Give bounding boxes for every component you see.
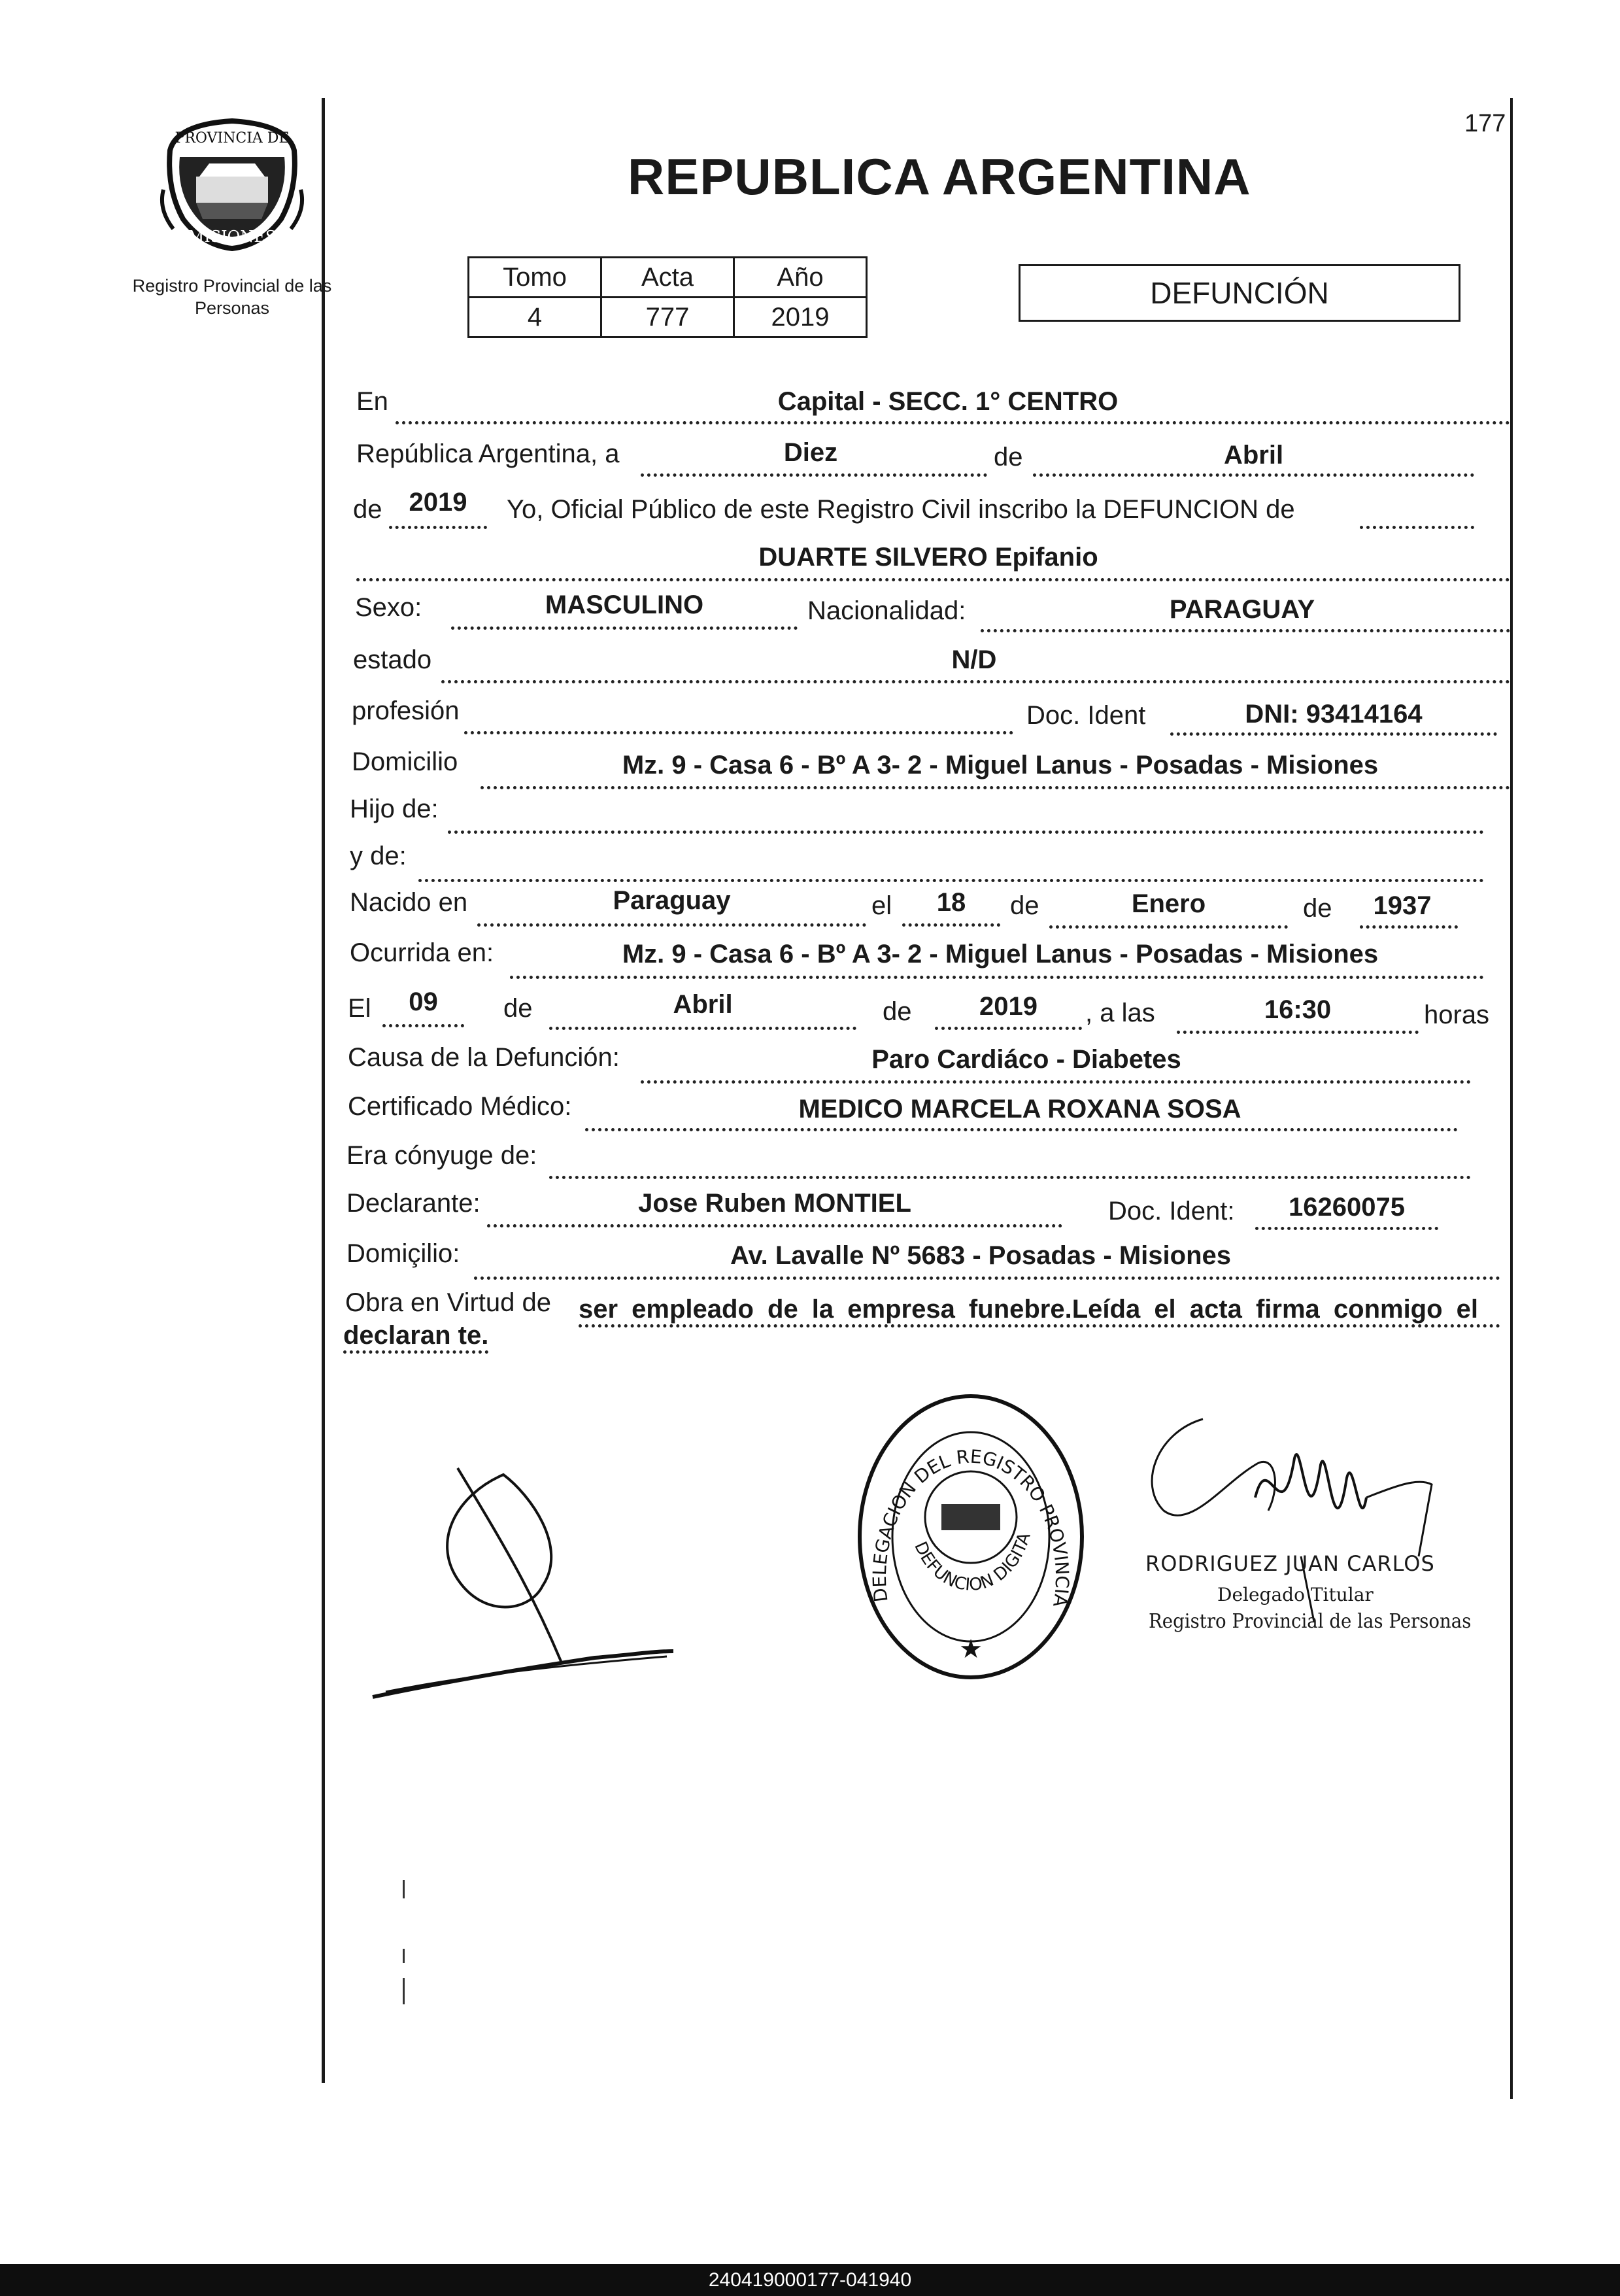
profesion-line bbox=[464, 731, 1013, 734]
causa-line bbox=[641, 1080, 1471, 1084]
oficial-line bbox=[1360, 526, 1474, 529]
acta-value: 777 bbox=[601, 298, 734, 337]
anio-value: 2019 bbox=[734, 298, 867, 337]
estado-label: estado bbox=[353, 645, 432, 674]
right-margin-rule bbox=[1510, 98, 1513, 2099]
nacionalidad-value: PARAGUAY bbox=[1169, 595, 1315, 624]
de-label: de bbox=[994, 443, 1023, 471]
oficial-text: Yo, Oficial Público de este Registro Civil inscribo la DEFUNCION de bbox=[507, 495, 1295, 524]
obra-value-1: ser empleado de la empresa funebre.Leída el acta firma conmigo el bbox=[579, 1295, 1500, 1328]
doc-ident-line bbox=[1170, 732, 1497, 736]
certificado-label: Certificado Médico: bbox=[348, 1092, 572, 1121]
declarante-doc-line bbox=[1255, 1227, 1438, 1230]
document-title: REPUBLICA ARGENTINA bbox=[628, 148, 1251, 205]
nacionalidad-line bbox=[981, 629, 1510, 632]
death-year: 2019 bbox=[979, 992, 1038, 1021]
signatory-title: Delegado Titular bbox=[1217, 1584, 1374, 1605]
margin-tick-2 bbox=[403, 1949, 405, 1963]
birth-day: 18 bbox=[936, 888, 966, 917]
declarante-signature bbox=[360, 1455, 713, 1710]
birth-month-line bbox=[1049, 925, 1288, 929]
left-margin-rule bbox=[322, 98, 325, 2083]
alas-label: , a las bbox=[1085, 999, 1155, 1027]
death-month-line bbox=[549, 1027, 856, 1030]
year-prefix: de bbox=[353, 495, 382, 524]
logo-top-text: PROVINCIA DE bbox=[175, 130, 290, 146]
El-label: El bbox=[348, 994, 371, 1023]
day-value: Diez bbox=[783, 438, 838, 467]
ocurrida-line bbox=[510, 976, 1484, 979]
birth-month: Enero bbox=[1131, 889, 1206, 918]
death-year-line bbox=[935, 1027, 1082, 1030]
domicilio-value: Mz. 9 - Casa 6 - Bº A 3- 2 - Miguel Lanus - Posadas - Misiones bbox=[622, 751, 1379, 780]
yde-line bbox=[418, 879, 1484, 882]
margin-tick-3 bbox=[403, 1978, 405, 2004]
obra-value-2: declaran te. bbox=[343, 1321, 488, 1354]
conyuge-line bbox=[549, 1176, 1471, 1179]
anio-header: Año bbox=[734, 258, 867, 298]
declarante-line bbox=[487, 1224, 1062, 1227]
registry-name: Registro Provincial de las Personas bbox=[132, 276, 332, 318]
name-line bbox=[356, 578, 1510, 581]
sexo-line bbox=[451, 626, 798, 630]
year-value: 2019 bbox=[409, 488, 467, 517]
ocurrida-label: Ocurrida en: bbox=[350, 938, 494, 967]
birth-year: 1937 bbox=[1373, 891, 1432, 920]
signatory-name: RODRIGUEZ JUAN CARLOS bbox=[1145, 1551, 1435, 1576]
profesion-label: profesión bbox=[352, 696, 460, 725]
el-label: el bbox=[871, 891, 892, 920]
doc-ident-label: Doc. Ident bbox=[1026, 701, 1146, 730]
declarante-doc-value: 16260075 bbox=[1289, 1193, 1405, 1222]
domicilio-line bbox=[481, 786, 1510, 789]
birth-year-line bbox=[1360, 925, 1458, 929]
en-value: Capital - SECC. 1° CENTRO bbox=[777, 387, 1119, 416]
death-time-line bbox=[1177, 1031, 1419, 1034]
hijo-label: Hijo de: bbox=[350, 795, 439, 823]
causa-label: Causa de la Defunción: bbox=[348, 1043, 620, 1072]
province-logo bbox=[157, 111, 307, 258]
estado-line bbox=[441, 680, 1510, 683]
obra-label: Obra en Virtud de bbox=[345, 1288, 552, 1317]
conyuge-label: Era cónyuge de: bbox=[346, 1141, 537, 1170]
declarante-label: Declarante: bbox=[346, 1189, 481, 1218]
certificado-value: MEDICO MARCELA ROXANA SOSA bbox=[798, 1095, 1241, 1123]
declarante-value: Jose Ruben MONTIEL bbox=[638, 1189, 911, 1218]
acta-header: Acta bbox=[601, 258, 734, 298]
death-month: Abril bbox=[673, 990, 733, 1019]
margin-tick-1 bbox=[403, 1880, 405, 1898]
stamp-inner-text: DEFUNCION DIGITA bbox=[910, 1530, 1035, 1596]
declarante-doc-label: Doc. Ident: bbox=[1108, 1197, 1235, 1225]
nacido-line bbox=[477, 923, 866, 927]
birth-day-line bbox=[902, 923, 1000, 927]
en-label: En bbox=[356, 387, 388, 416]
birth-de-label-1: de bbox=[1010, 891, 1039, 920]
year-line bbox=[389, 526, 487, 529]
tomo-header: Tomo bbox=[469, 258, 601, 298]
domicilio-label: Domicilio bbox=[352, 747, 458, 776]
dec-domicilio-line bbox=[474, 1277, 1500, 1280]
death-de-label-2: de bbox=[883, 997, 912, 1026]
hijo-line bbox=[448, 831, 1484, 834]
horas-label: horas bbox=[1424, 1001, 1490, 1029]
yde-label: y de: bbox=[350, 842, 407, 870]
ocurrida-value: Mz. 9 - Casa 6 - Bº A 3- 2 - Miguel Lanus - Posadas - Misiones bbox=[622, 940, 1379, 968]
stamp-star-icon: ★ bbox=[959, 1635, 983, 1664]
republica-label: República Argentina, a bbox=[356, 439, 620, 468]
certificado-line bbox=[585, 1128, 1458, 1131]
sexo-value: MASCULINO bbox=[545, 591, 704, 619]
nacionalidad-label: Nacionalidad: bbox=[807, 596, 966, 625]
death-time: 16:30 bbox=[1264, 995, 1332, 1024]
dec-domicilio-label: Domiçilio: bbox=[346, 1239, 460, 1268]
stamp-outer-text: DELEGACION DEL REGISTRO PROVINCIA bbox=[868, 1445, 1073, 1609]
sexo-label: Sexo: bbox=[355, 593, 422, 622]
deceased-name: DUARTE SILVERO Epifanio bbox=[758, 543, 1098, 572]
estado-value: N/D bbox=[951, 645, 997, 674]
register-table bbox=[467, 256, 868, 338]
month-value: Abril bbox=[1223, 441, 1284, 470]
tomo-value: 4 bbox=[469, 298, 601, 337]
death-day: 09 bbox=[409, 987, 438, 1016]
birth-de-label-2: de bbox=[1303, 894, 1332, 923]
causa-value: Paro Cardiáco - Diabetes bbox=[871, 1045, 1181, 1074]
death-de-label-1: de bbox=[503, 994, 533, 1023]
page-number: 177 bbox=[1464, 110, 1506, 137]
record-type-box: DEFUNCIÓN bbox=[1019, 264, 1460, 322]
nacido-label: Nacido en bbox=[350, 888, 468, 917]
nacido-value: Paraguay bbox=[613, 886, 731, 915]
signatory-office: Registro Provincial de las Personas bbox=[1149, 1610, 1472, 1633]
dec-domicilio-value: Av. Lavalle Nº 5683 - Posadas - Misiones bbox=[730, 1241, 1232, 1270]
footer-code: 240419000177-041940 bbox=[0, 2264, 1620, 2296]
logo-bottom-text: MISIONES bbox=[188, 228, 277, 246]
en-line bbox=[396, 421, 1510, 424]
day-line bbox=[641, 473, 987, 477]
month-line bbox=[1033, 473, 1474, 477]
doc-ident-value: DNI: 93414164 bbox=[1245, 700, 1423, 728]
official-stamp bbox=[850, 1386, 1092, 1687]
death-day-line bbox=[382, 1024, 464, 1027]
